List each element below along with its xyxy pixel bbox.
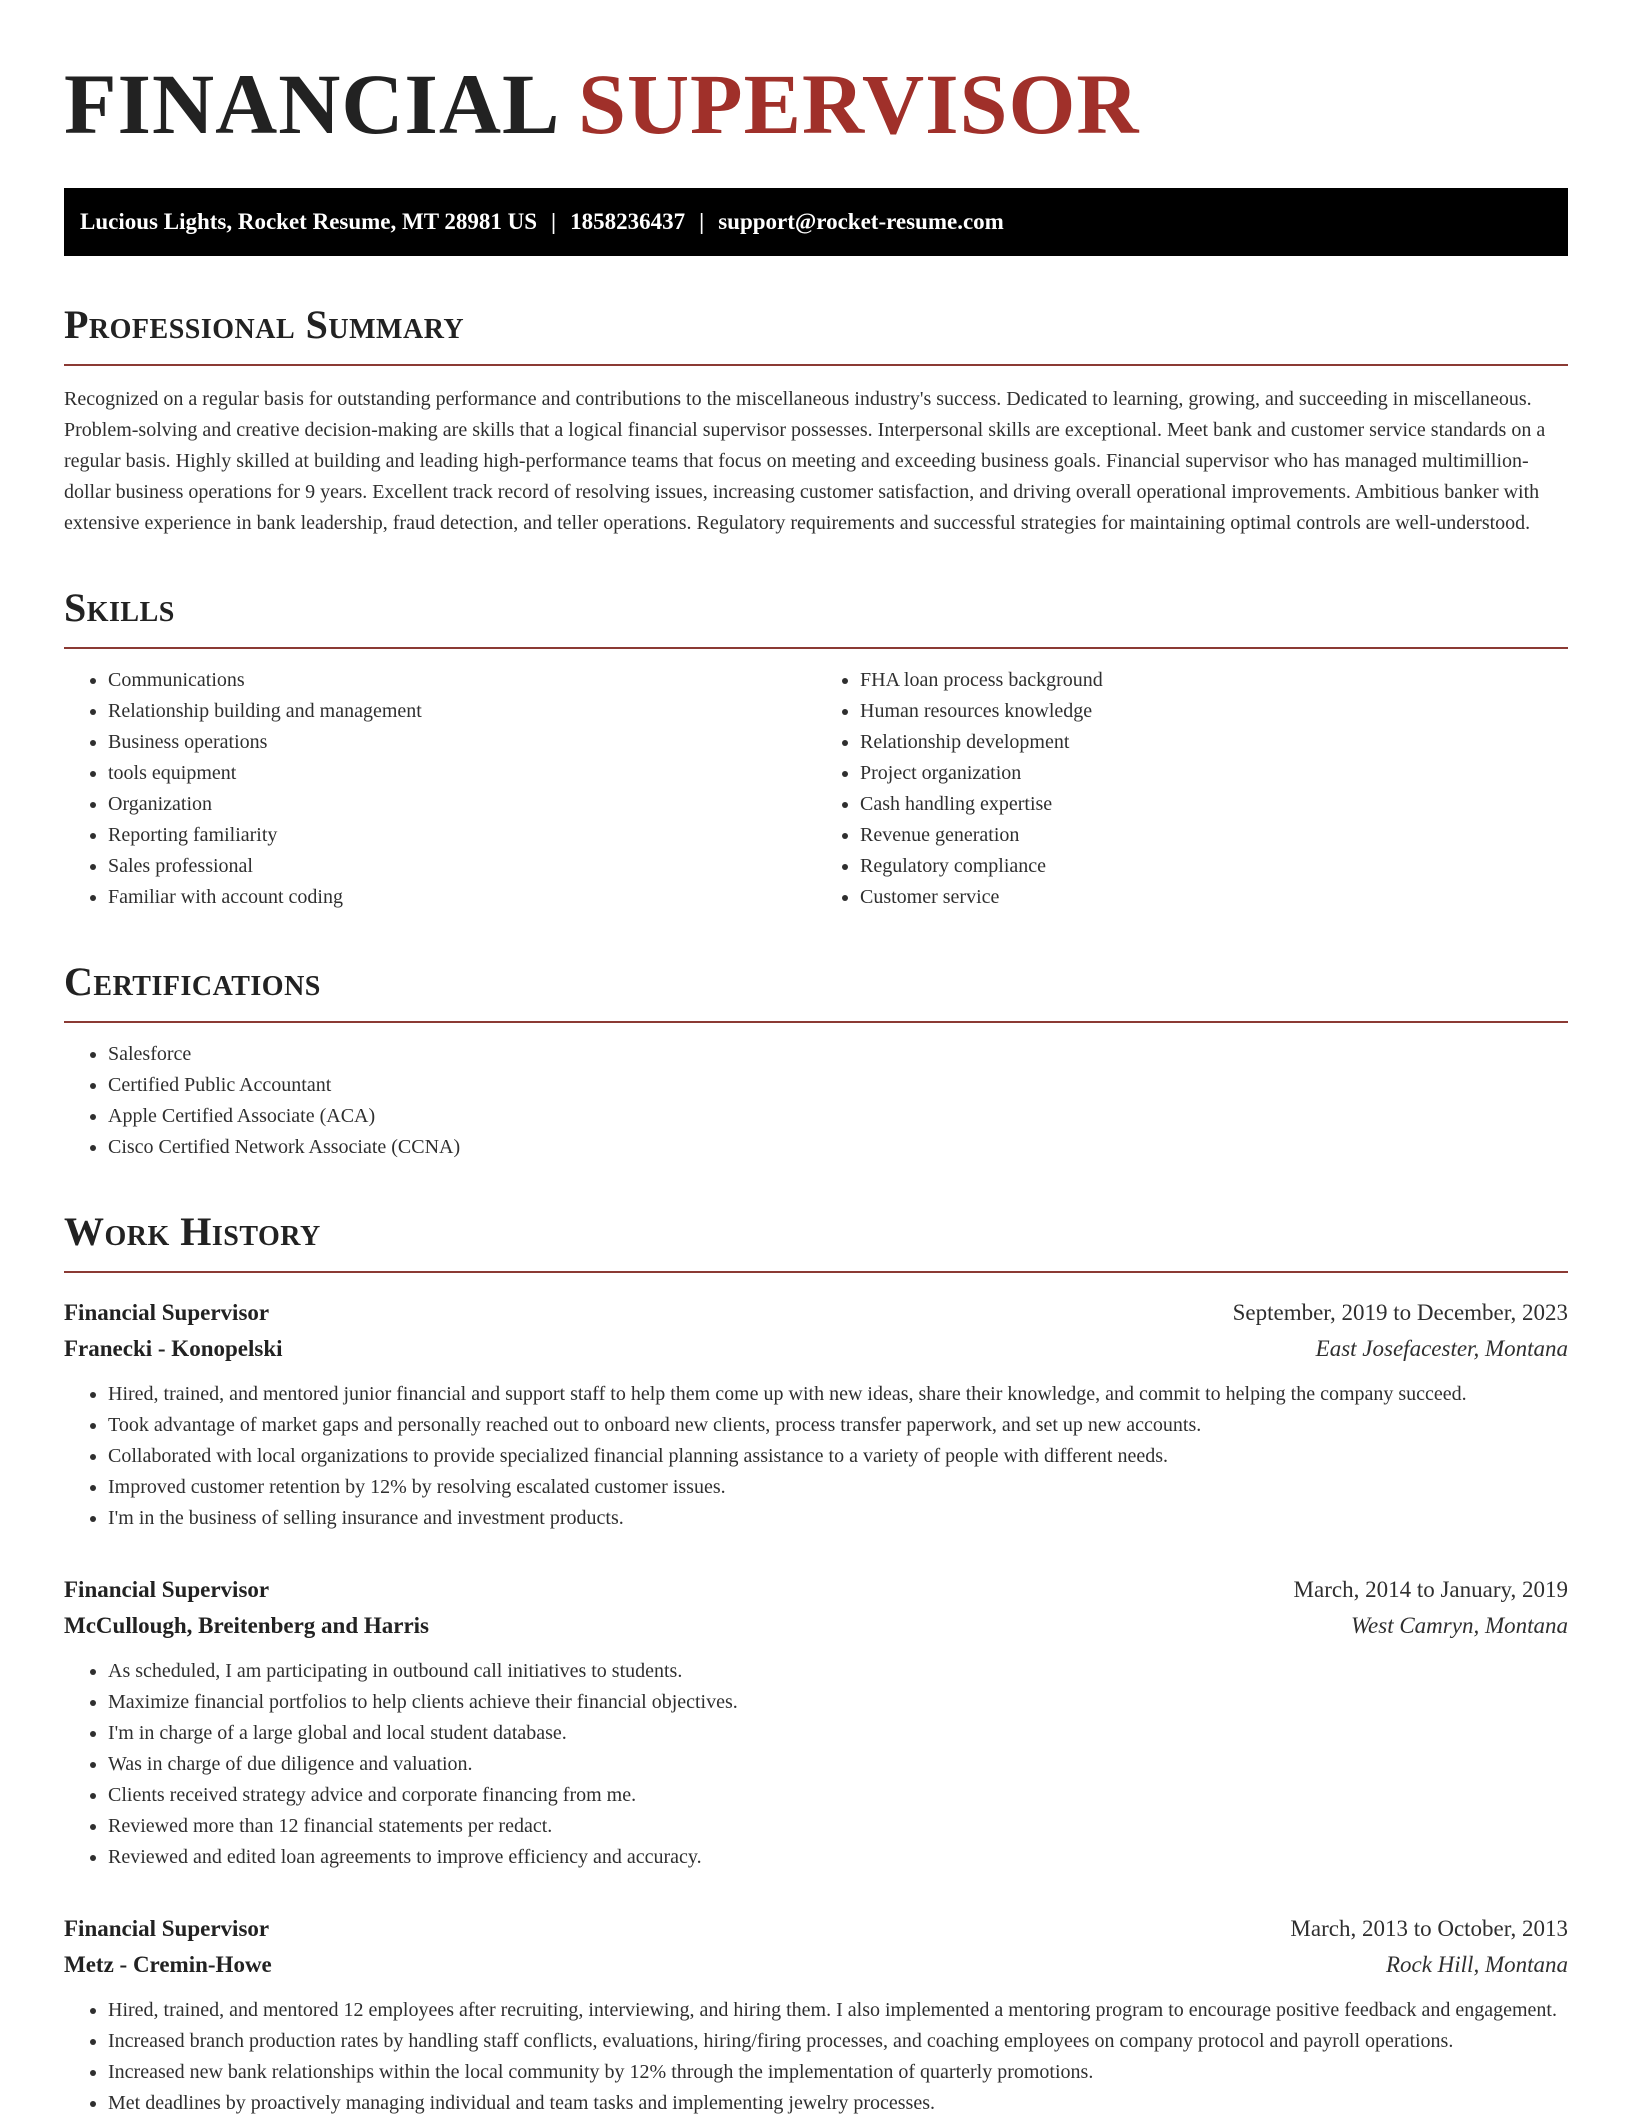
job-company-row <box>64 1608 1568 1644</box>
skill-item: • Human resources knowledge <box>860 696 1568 727</box>
job-bullet: • Collaborated with local organizations to provide specialized financial planning assistance to a variety of people with different needs. <box>108 1441 1568 1472</box>
skills-column-left <box>64 665 816 913</box>
job-bullets <box>64 1995 1568 2119</box>
job-title: Financial Supervisor <box>64 1916 270 1941</box>
job-entry <box>64 1572 1568 1873</box>
job-company-row <box>64 1947 1568 1983</box>
certifications-section <box>64 957 1568 1163</box>
certification-item: • Certified Public Accountant <box>108 1070 1568 1101</box>
job-bullet: • I'm in charge of a large global and local student database. <box>108 1718 1568 1749</box>
job-entry <box>64 1911 1568 2119</box>
skill-item: • Reporting familiarity <box>108 820 816 851</box>
resume-title <box>64 56 1568 152</box>
job-bullet: • Was in charge of due diligence and valuation. <box>108 1749 1568 1780</box>
job-dates: September, 2019 to December, 2023 <box>1232 1300 1568 1325</box>
skill-item: • tools equipment <box>108 758 816 789</box>
job-bullet: • Reviewed more than 12 financial statements per redact. <box>108 1811 1568 1842</box>
skill-item: • Sales professional <box>108 851 816 882</box>
skills-grid <box>64 665 1568 913</box>
skill-item: • Customer service <box>860 882 1568 913</box>
certification-item: • Salesforce <box>108 1039 1568 1070</box>
skill-item: • Business operations <box>108 727 816 758</box>
job-header-row <box>64 1911 1568 1947</box>
contact-separator: | <box>551 209 557 234</box>
job-bullets <box>64 1656 1568 1873</box>
certification-item: • Cisco Certified Network Associate (CCNA) <box>108 1132 1568 1163</box>
certification-item: • Apple Certified Associate (ACA) <box>108 1101 1568 1132</box>
section-divider <box>64 1021 1568 1023</box>
skill-item: • Relationship development <box>860 727 1568 758</box>
job-company: Metz - Cremin-Howe <box>64 1952 272 1977</box>
job-header-row <box>64 1295 1568 1331</box>
contact-phone: 1858236437 <box>570 209 686 234</box>
job-location: Rock Hill, Montana <box>1385 1952 1568 1977</box>
title-first-word: FINANCIAL <box>64 56 556 152</box>
summary-text: Recognized on a regular basis for outstanding performance and contributions to the miscellaneous industry's success. Dedicated to learning, growing, and succeeding in miscellaneous. Problem-solving and creative decision-making are skills that a logical financial supervisor possesses. Interpersonal skills are exceptional. Meet bank and customer service standards on a regular basis. Highly skilled at building and leading high-performance teams that focus on meeting and exceeding business goals. Financial supervisor who has managed multimillion-dollar business operations for 9 years. Excellent track record of resolving issues, increasing customer satisfaction, and driving overall operational improvements. Ambitious banker with extensive experience in bank leadership, fraud detection, and teller operations. Regulatory requirements and successful strategies for maintaining optimal controls are well-understood. <box>64 388 1546 534</box>
job-location: East Josefacester, Montana <box>1315 1336 1568 1361</box>
skills-column-right <box>816 665 1568 913</box>
skill-item: • Relationship building and management <box>108 696 816 727</box>
job-dates: March, 2013 to October, 2013 <box>1290 1916 1568 1941</box>
job-company: McCullough, Breitenberg and Harris <box>64 1613 430 1638</box>
job-company: Franecki - Konopelski <box>64 1336 283 1361</box>
certifications-heading: Certifications <box>64 959 321 1004</box>
certifications-list <box>64 1039 1568 1163</box>
job-bullet: • As scheduled, I am participating in outbound call initiatives to students. <box>108 1656 1568 1687</box>
contact-bar <box>64 188 1568 256</box>
section-divider <box>64 1271 1568 1273</box>
job-title: Financial Supervisor <box>64 1577 270 1602</box>
skill-item: • FHA loan process background <box>860 665 1568 696</box>
section-divider <box>64 647 1568 649</box>
skill-item: • Regulatory compliance <box>860 851 1568 882</box>
skills-section <box>64 583 1568 913</box>
summary-heading: Professional Summary <box>64 302 465 347</box>
job-bullet: • Increased branch production rates by handling staff conflicts, evaluations, hiring/firing processes, and coaching employees on company protocol and payroll operations. <box>108 2026 1568 2057</box>
job-bullet: • Took advantage of market gaps and personally reached out to onboard new clients, process transfer paperwork, and set up new accounts. <box>108 1410 1568 1441</box>
summary-section <box>64 300 1568 539</box>
skill-item: • Project organization <box>860 758 1568 789</box>
contact-email: support@rocket-resume.com <box>718 209 1004 234</box>
section-divider <box>64 364 1568 366</box>
job-bullets <box>64 1379 1568 1534</box>
skill-item: • Revenue generation <box>860 820 1568 851</box>
title-second-word: SUPERVISOR <box>578 56 1140 152</box>
skills-heading: Skills <box>64 585 175 630</box>
job-bullet: • Increased new bank relationships within the local community by 12% through the implementation of quarterly promotions. <box>108 2057 1568 2088</box>
job-location: West Camryn, Montana <box>1350 1613 1568 1638</box>
contact-address: Lucious Lights, Rocket Resume, MT 28981 US <box>80 209 538 234</box>
work-history-heading: Work History <box>64 1209 321 1254</box>
job-bullet: • Maximize financial portfolios to help clients achieve their financial objectives. <box>108 1687 1568 1718</box>
work-history-section <box>64 1207 1568 2119</box>
job-bullet: • Improved customer retention by 12% by resolving escalated customer issues. <box>108 1472 1568 1503</box>
job-bullet: • Hired, trained, and mentored junior financial and support staff to help them come up with new ideas, share their knowledge, and commit to helping the company succeed. <box>108 1379 1568 1410</box>
skill-item: • Familiar with account coding <box>108 882 816 913</box>
job-bullet: • Clients received strategy advice and corporate financing from me. <box>108 1780 1568 1811</box>
skill-item: • Communications <box>108 665 816 696</box>
job-bullet: • Reviewed and edited loan agreements to improve efficiency and accuracy. <box>108 1842 1568 1873</box>
job-entry <box>64 1295 1568 1534</box>
job-header-row <box>64 1572 1568 1608</box>
job-dates: March, 2014 to January, 2019 <box>1293 1577 1568 1602</box>
contact-separator: | <box>699 209 705 234</box>
skill-item: • Cash handling expertise <box>860 789 1568 820</box>
job-title: Financial Supervisor <box>64 1300 270 1325</box>
job-bullet: • I'm in the business of selling insurance and investment products. <box>108 1503 1568 1534</box>
skill-item: • Organization <box>108 789 816 820</box>
job-company-row <box>64 1331 1568 1367</box>
job-bullet: • Hired, trained, and mentored 12 employees after recruiting, interviewing, and hiring them. I also implemented a mentoring program to encourage positive feedback and engagement. <box>108 1995 1568 2026</box>
job-bullet: • Met deadlines by proactively managing individual and team tasks and implementing jewelry processes. <box>108 2088 1568 2119</box>
